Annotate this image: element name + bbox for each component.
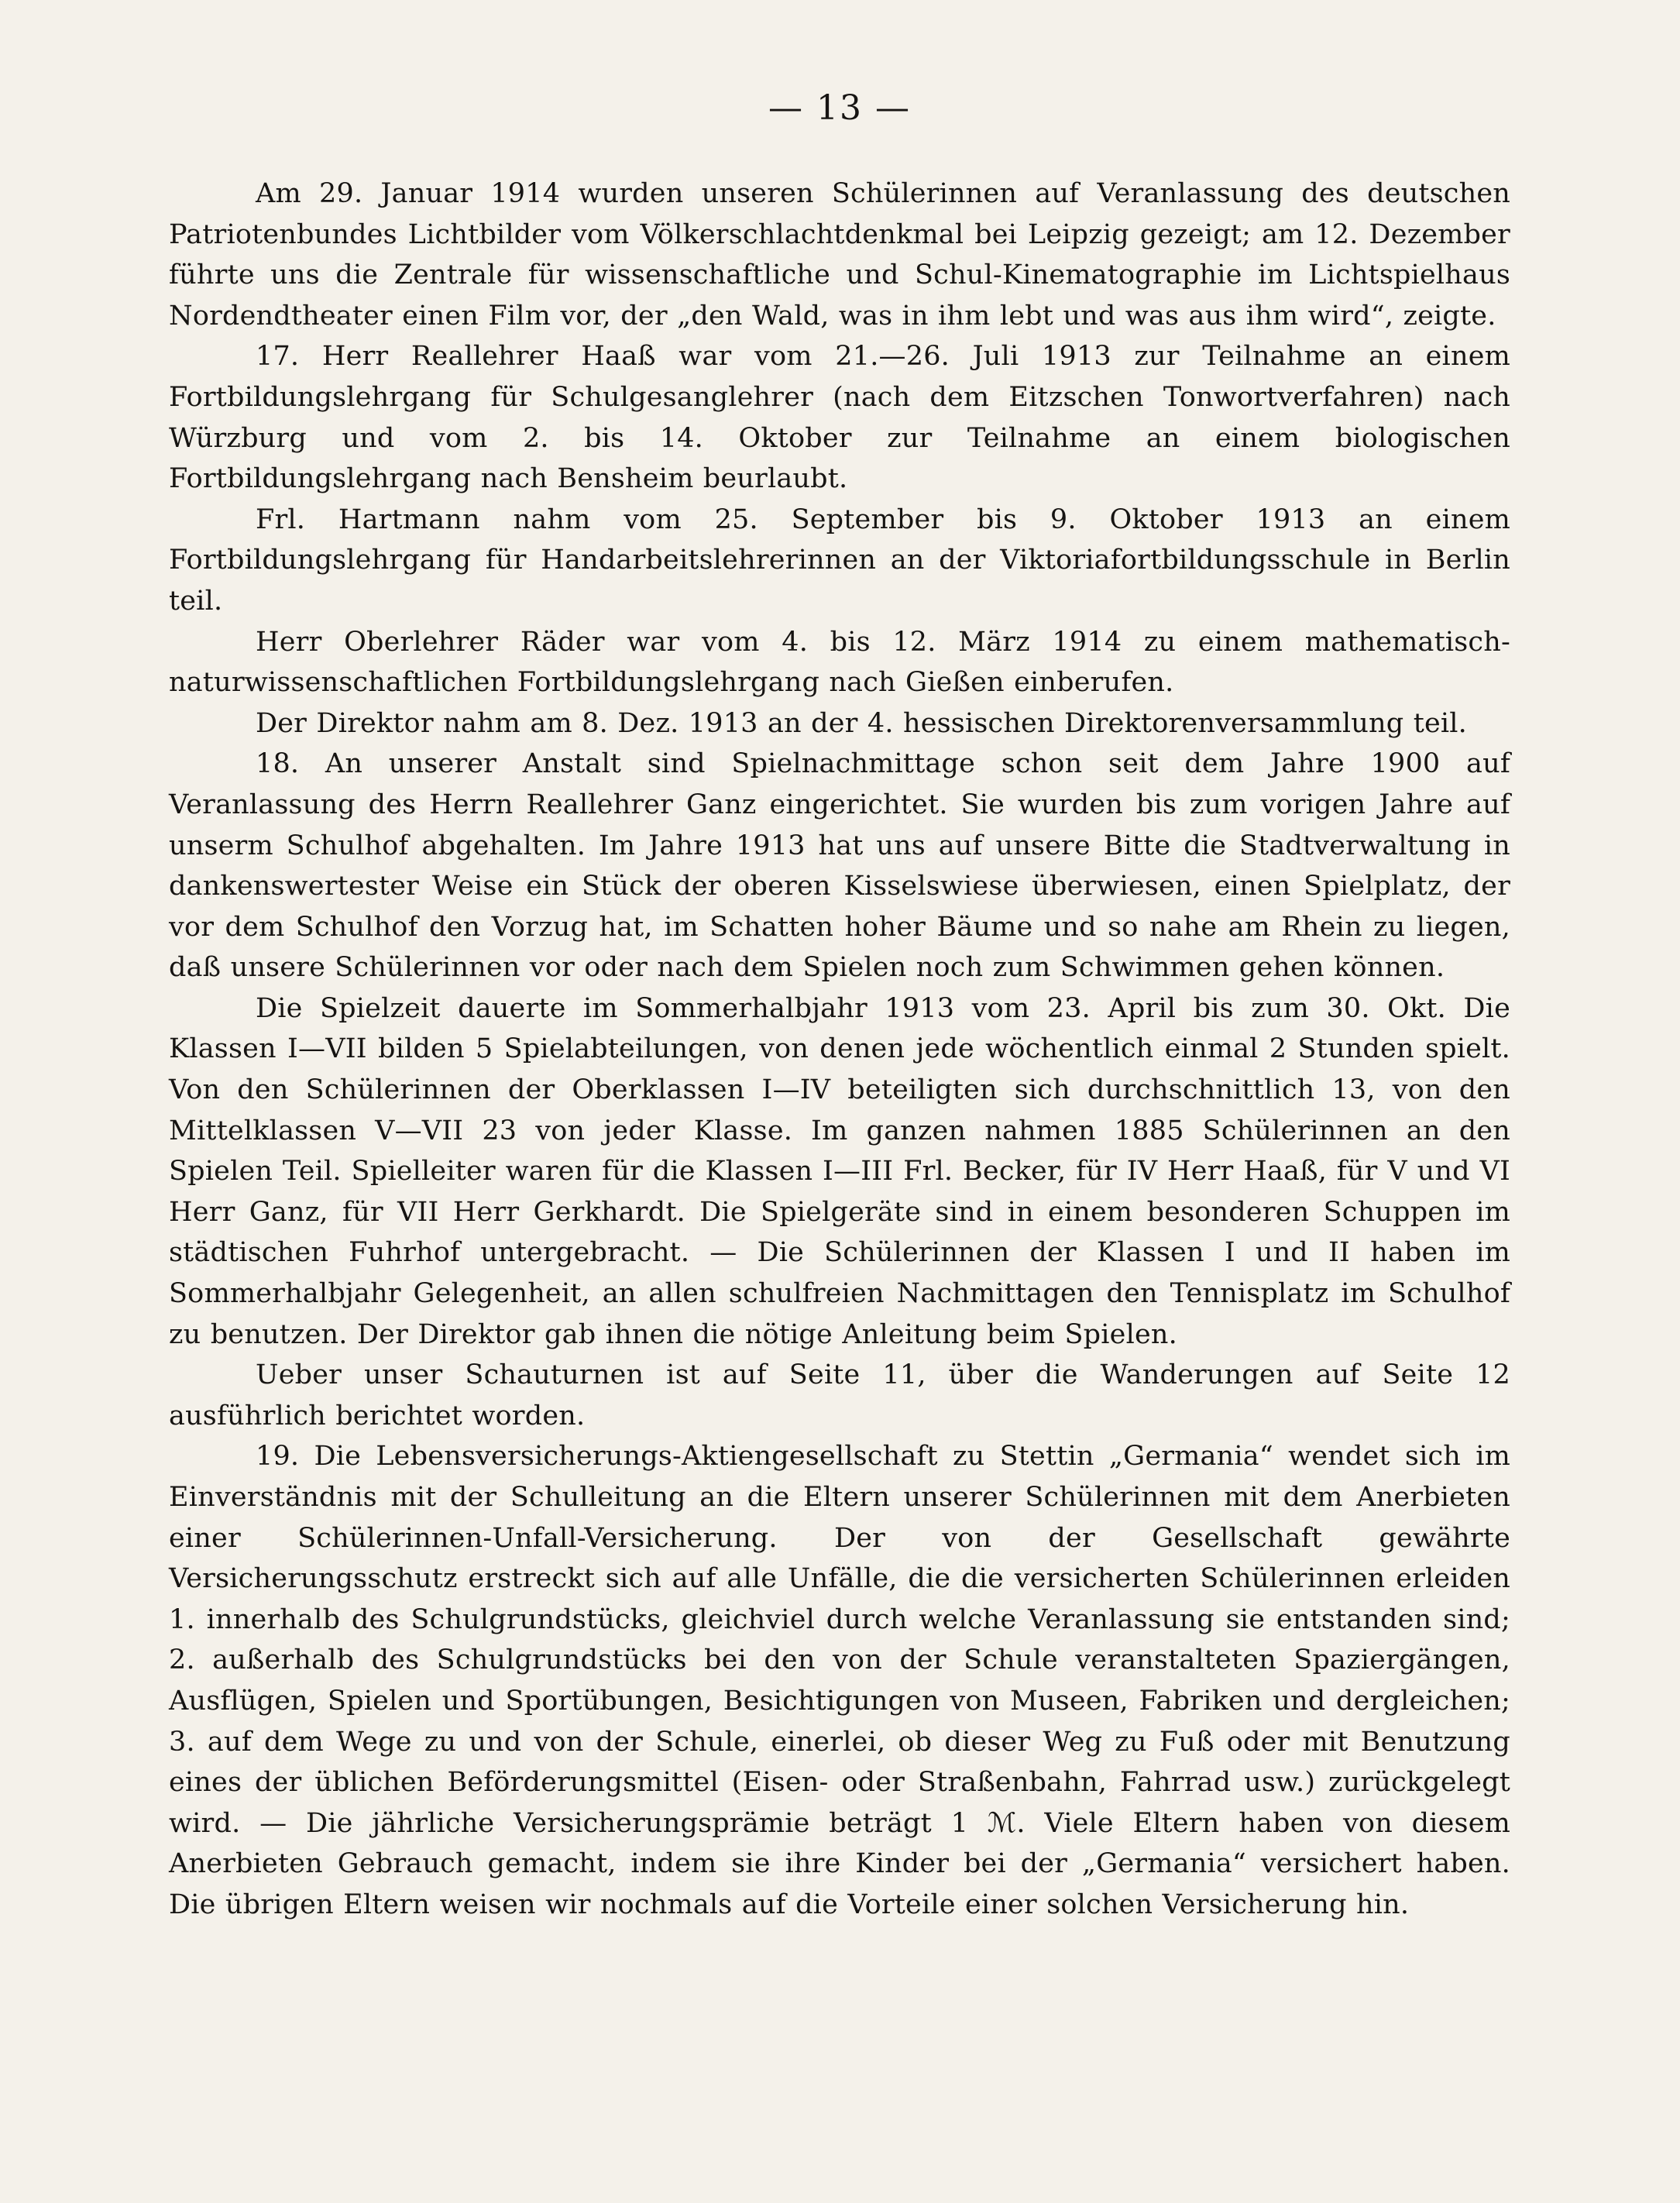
page-number: — 13 — — [768, 88, 911, 128]
paragraph-19-germania: 19. Die Lebensversicherungs-Aktiengesellschaft zu Stettin „Germania“ wendet sich im Einverständnis mit der Schulleitung an die Eltern unserer Schülerinnen mit dem Anerbieten einer Schülerinnen-Unfall-Versicherung. Der von der Gesellschaft gewährte Versicherungsschutz erstreckt sich auf alle Unfälle, die die versicherten Schülerinnen erleiden 1. innerhalb des Schulgrundstücks, gleichviel durch welche Veranlassung sie entstanden sind; 2. außerhalb des Schulgrundstücks bei den von der Schule veranstalteten Spaziergängen, Ausflügen, Spielen und Sportübungen, Besichtigungen von Museen, Fabriken und dergleichen; 3. auf dem Wege zu und von der Schule, einerlei, ob dieser Weg zu Fuß oder mit Benutzung eines der üblichen Beförderungsmittel (Eisen- oder Straßenbahn, Fahrrad usw.) zurückgelegt wird. — Die jährliche Versicherungsprämie beträgt 1 ℳ. Viele Eltern haben von diesem Anerbieten Gebrauch gemacht, indem sie ihre Kinder bei der „Germania“ versichert haben. Die übrigen Eltern weisen wir nochmals auf die Vorteile einer solchen Versicherung hin. — [169, 1441, 1510, 1920]
paragraph-lichtbilder: Am 29. Januar 1914 wurden unseren Schülerinnen auf Veranlassung des deutschen Patriotenbundes Lichtbilder vom Völkerschlachtdenkmal bei Leipzig gezeigt; am 12. Dezember führte uns die Zentrale für wissenschaftliche und Schul-Kinematographie im Lichtspielhaus Nordendtheater einen Film vor, der „den Wald, was in ihm lebt und was aus ihm wird“, zeigte. — [169, 178, 1510, 332]
paragraph-17-haass: 17. Herr Reallehrer Haaß war vom 21.—26. Juli 1913 zur Teilnahme an einem Fortbildungslehrgang für Schulgesanglehrer (nach dem Eitzschen Tonwortverfahren) nach Würzburg und vom 2. bis 14. Oktober zur Teilnahme an einem biologischen Fortbildungslehrgang nach Bensheim beurlaubt. — [169, 341, 1510, 495]
document-page — [169, 85, 1510, 1926]
paragraph-schauturnen: Ueber unser Schauturnen ist auf Seite 11, über die Wanderungen auf Seite 12 ausführlich berichtet worden. — [169, 1359, 1510, 1431]
paragraph-spielzeit: Die Spielzeit dauerte im Sommerhalbjahr 1913 vom 23. April bis zum 30. Okt. Die Klassen I—VII bilden 5 Spielabteilungen, von denen jede wöchentlich einmal 2 Stunden spielt. Von den Schülerinnen der Oberklassen I—IV beteiligten sich durchschnittlich 13, von den Mittelklassen V—VII 23 von jeder Klasse. Im ganzen nahmen 1885 Schülerinnen an den Spielen Teil. Spielleiter waren für die Klassen I—III Frl. Becker, für IV Herr Haaß, für V und VI Herr Ganz, für VII Herr Gerkhardt. Die Spielgeräte sind in einem besonderen Schuppen im städtischen Fuhrhof untergebracht. — Die Schülerinnen der Klassen I und II haben im Sommerhalbjahr Gelegenheit, an allen schulfreien Nachmittagen den Tennisplatz im Schulhof zu benutzen. Der Direktor gab ihnen die nötige Anleitung beim Spielen. — [169, 992, 1510, 1350]
paragraph-raeder: Herr Oberlehrer Räder war vom 4. bis 12. März 1914 zu einem mathematisch-naturwissenschaftlichen Fortbildungslehrgang nach Gießen einberufen. — [169, 626, 1510, 699]
paragraph-direktor: Der Direktor nahm am 8. Dez. 1913 an der 4. hessischen Direktorenversammlung teil. — [256, 707, 1467, 739]
paragraph-hartmann: Frl. Hartmann nahm vom 25. September bis 9. Oktober 1913 an einem Fortbildungslehrgang für Handarbeitslehrerinnen an der Viktoriafortbildungsschule in Berlin teil. — [169, 503, 1510, 617]
paragraph-18-spielnachmittage: 18. An unserer Anstalt sind Spielnachmittage schon seit dem Jahre 1900 auf Veranlassung des Herrn Reallehrer Ganz eingerichtet. Sie wurden bis zum vorigen Jahre auf unserm Schulhof abgehalten. Im Jahre 1913 hat uns auf unsere Bitte die Stadtverwaltung in dankenswertester Weise ein Stück der oberen Kisselswiese überwiesen, einen Spielplatz, der vor dem Schulhof den Vorzug hat, im Schatten hoher Bäume und so nahe am Rhein zu liegen, daß unsere Schülerinnen vor oder nach dem Spielen noch zum Schwimmen gehen können. — [169, 748, 1510, 984]
